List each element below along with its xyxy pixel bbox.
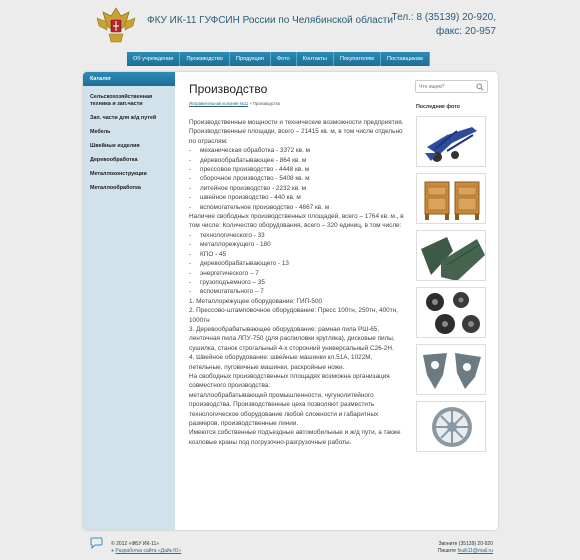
- search-box: [415, 80, 488, 93]
- photo-cast-parts[interactable]: [416, 344, 486, 395]
- catalog-item-sewing[interactable]: Швейные изделия: [90, 143, 140, 149]
- catalog-item-agri[interactable]: Сельскохозяйственная техника и зап.части: [90, 94, 153, 107]
- header-contacts: [392, 11, 496, 39]
- right-column: [411, 72, 498, 530]
- header-phone: Тел.: 8 (35139) 20-920,: [391, 12, 496, 23]
- footer-contacts: [438, 541, 493, 555]
- nav-item-suppliers[interactable]: Поставщикам: [381, 52, 430, 66]
- breadcrumb-home-link[interactable]: Исправительная колония №11: [189, 101, 249, 106]
- catalog-item-metalwork[interactable]: Металлообработка: [90, 185, 141, 191]
- breadcrumb-separator: »: [248, 101, 253, 106]
- footer-phone: Звоните (35139) 20-920: [438, 541, 493, 547]
- search-input[interactable]: [419, 83, 475, 91]
- org-title: ФКУ ИК-11 ГУФСИН России по Челябинской области: [147, 15, 393, 26]
- developer-icon: ●: [111, 548, 115, 554]
- photo-pulley-wheel[interactable]: [416, 401, 486, 452]
- latest-photos-heading: Последние фото: [416, 104, 460, 110]
- nav-item-contacts[interactable]: Контакты: [297, 52, 334, 66]
- catalog-list: [83, 86, 175, 192]
- nav-item-about[interactable]: Об учреждении: [127, 52, 180, 66]
- copyright-block: [111, 541, 181, 555]
- catalog-item-furniture[interactable]: Мебель: [90, 129, 111, 135]
- photo-agricultural-machine[interactable]: [416, 116, 486, 167]
- site-header: [0, 0, 580, 50]
- emblem-logo[interactable]: [95, 4, 137, 46]
- production-description: Производственные мощности и технические возможности предприятия. Производственные площади, всего – 21415 кв. м, в том числе отдельно по отраслям: - механическая обработка - 3372 кв. м - деревообрабатывающее - 864 кв. м - прессовое производство - 4448 кв. м - сборочное производство - 5408 кв. м - литейное производство - 2232 кв. м - швейное производство - 440 кв. м - вспомогательное производство - 4667 кв. м Наличие свободных производственных площадей, всего – 1764 кв. м., в том числе: Количество оборудования, всего – 320 единиц, в том числе: - технологического - 33 - металлорежущего - 180 - КПО - 45 - деревообрабатывающего - 13 - энергетического – 7 - грузоподъемного – 35 - вспомогательного – 7 1. Металлорежущее оборудование: ГИП-500 2. Прессово-штамповочное оборудование: Пресс 100тн, 250тн, 400тн, 1000тн 3. Деревообрабатывающее оборудование: рамная пила РШ-65, ленточная пила ЛПУ-750 (для распиловки кругляка), дисковые пилы, сушилка, станок строгальный 4-х сторонний универсальный С26-2Н. 4. Швейное оборудование: швейные машинки кл.51А, 1022М, петельные, пуговичные машинки, раскройные ножи. На свободных производственных площадях возможна организация совместного производства: металлообрабатывающей промышленности, чугунолитейного производства. Производственные цеха позволяют разместить технологическое оборудование любой сложности и габаритных размеров, производственные линии. Имеются собственные подъездные автомобильные и ж/д пути, а также козловые краны под погрузочно-разгрузочные работы.: [189, 119, 404, 446]
- photo-metal-sprockets[interactable]: [416, 287, 486, 338]
- main-content: [189, 82, 407, 447]
- photo-wooden-furniture[interactable]: [416, 173, 486, 224]
- page-title: Производство: [189, 82, 268, 96]
- nav-item-production[interactable]: Производство: [180, 52, 229, 66]
- footer-email-link[interactable]: fsuik11@mail.ru: [457, 548, 493, 554]
- copyright-text: © 2012 «ФБУ ИК-11»: [111, 541, 160, 547]
- search-icon[interactable]: [476, 83, 484, 91]
- catalog-item-metal-structures[interactable]: Металлоконструкции: [90, 171, 147, 177]
- developer-link[interactable]: Разработка сайта «Дайк Ю»: [115, 548, 182, 554]
- catalog-heading: Каталог: [83, 72, 175, 86]
- site-footer: [0, 530, 580, 560]
- catalog-item-rail-parts[interactable]: Зап. части для ж/д путей: [90, 115, 157, 121]
- footer-write-label: Пишите: [437, 548, 458, 554]
- breadcrumb-current: Производство: [252, 101, 281, 106]
- catalog-sidebar: [83, 72, 175, 530]
- content-frame: [83, 72, 498, 530]
- header-fax: факс: 20-957: [436, 26, 496, 37]
- top-nav: [127, 52, 430, 66]
- nav-item-products[interactable]: Продукция: [230, 52, 271, 66]
- chat-bubble-icon[interactable]: [89, 537, 103, 549]
- catalog-item-woodwork[interactable]: Деревообработка: [90, 157, 138, 163]
- nav-item-buyers[interactable]: Покупателям: [334, 52, 381, 66]
- photo-green-fabric[interactable]: [416, 230, 486, 281]
- nav-item-photo[interactable]: Фото: [271, 52, 297, 66]
- breadcrumb: [189, 101, 407, 106]
